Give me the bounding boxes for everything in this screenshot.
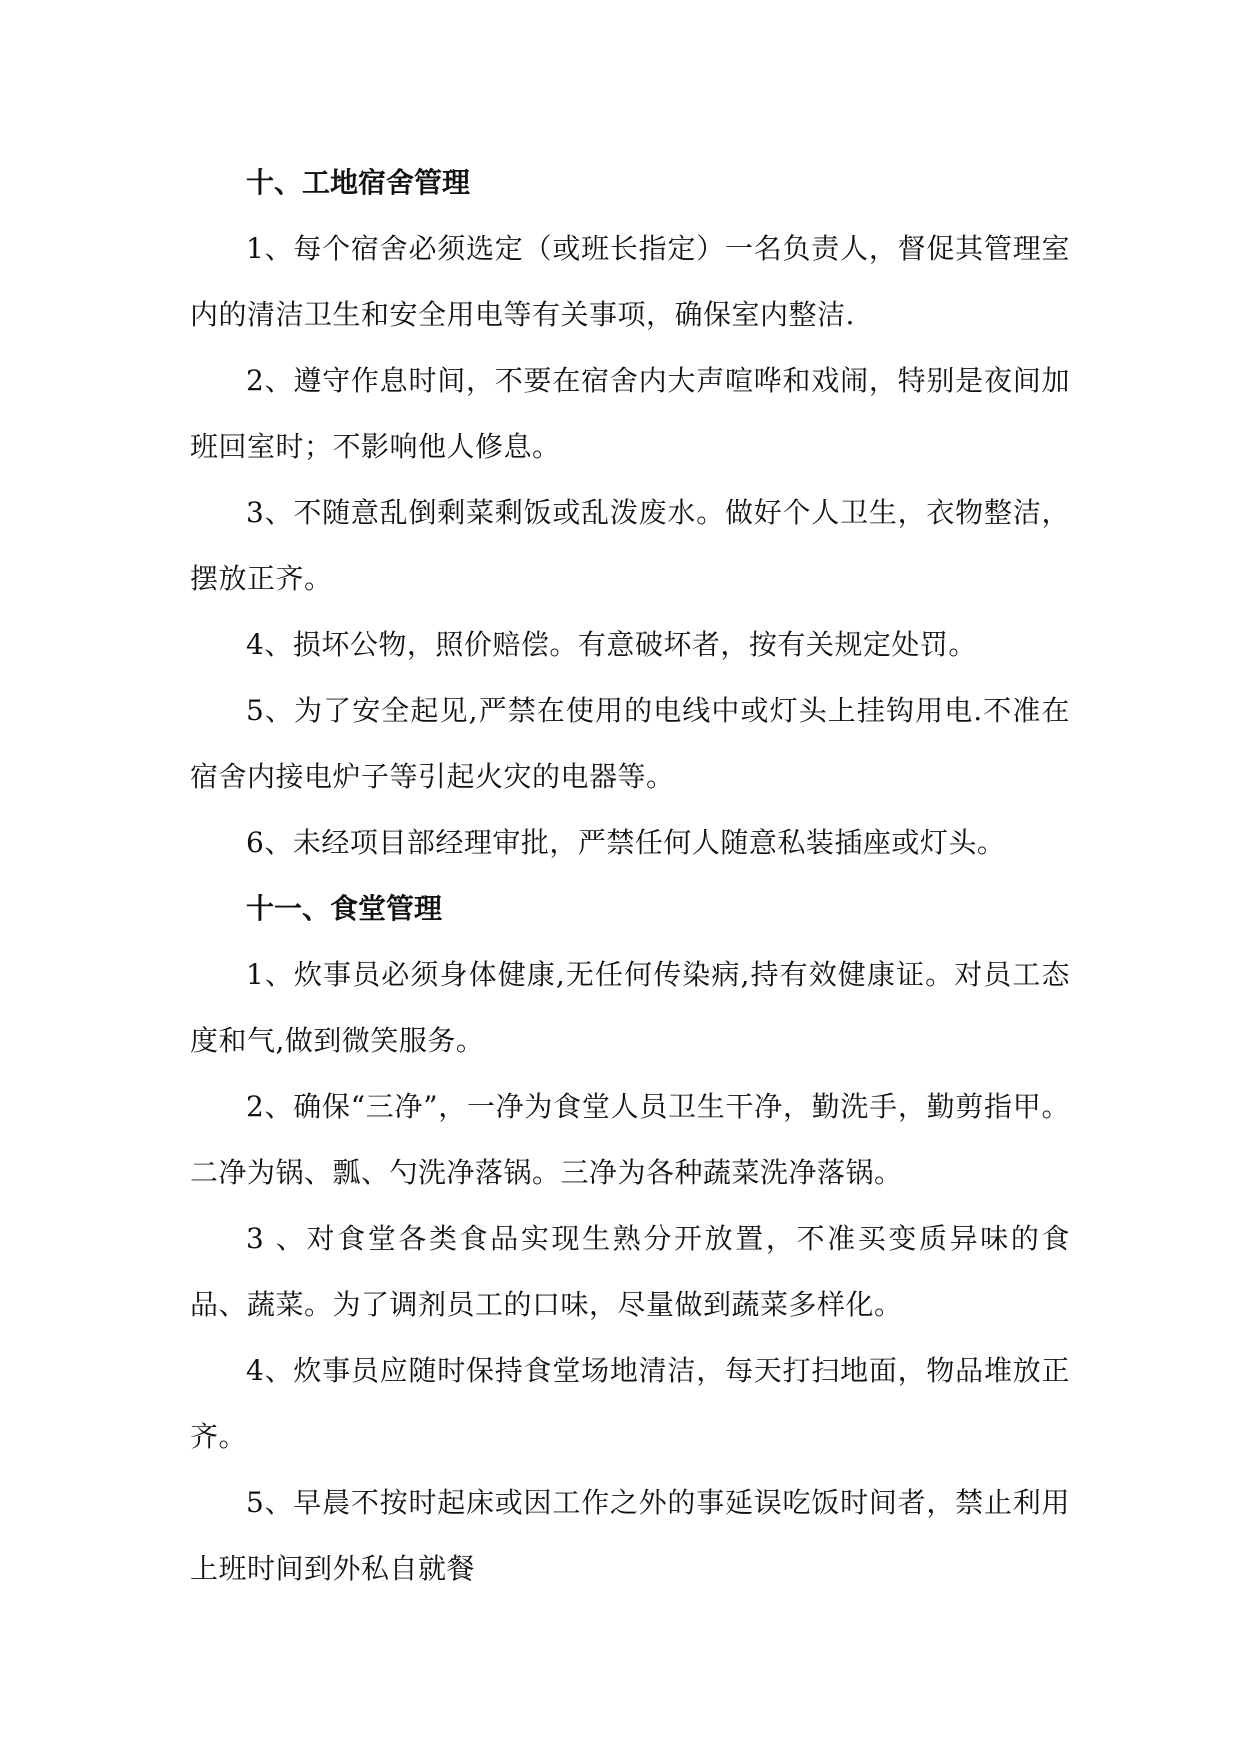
section-11-item-2: 2、确保“三净”，一净为食堂人员卫生干净，勤洗手，勤剪指甲。二净为锅、瓢、勺洗净落锅。三净为各种蔬菜洗净落锅。 [190,1090,1070,1189]
section-11-item-4: 4、炊事员应随时保持食堂场地清洁，每天打扫地面，物品堆放正齐。 [190,1354,1070,1453]
document-page [190,150,1070,1602]
section-10-item-2: 2、遵守作息时间，不要在宿舍内大声喧哗和戏闹，特别是夜间加班回室时；不影响他人修息。 [190,364,1070,463]
section-10-item-6: 6、未经项目部经理审批，严禁任何人随意私装插座或灯头。 [246,826,1006,859]
section-10-heading: 十、工地宿舍管理 [246,166,471,199]
section-11-item-1: 1、炊事员必须身体健康,无任何传染病,持有效健康证。对员工态度和气,做到微笑服务。 [190,958,1070,1057]
section-10-item-5: 5、为了安全起见,严禁在使用的电线中或灯头上挂钩用电.不准在宿舍内接电炉子等引起火灾的电器等。 [190,694,1070,793]
section-11-item-3: 3 、对食堂各类食品实现生熟分开放置，不准买变质异味的食品、蔬菜。为了调剂员工的口味，尽量做到蔬菜多样化。 [190,1222,1070,1321]
section-11-item-5: 5、早晨不按时起床或因工作之外的事延误吃饭时间者，禁止利用上班时间到外私自就餐 [190,1486,1070,1585]
section-10-item-4: 4、损坏公物，照价赔偿。有意破坏者，按有关规定处罚。 [246,628,977,661]
section-11-heading: 十一、食堂管理 [246,892,443,925]
section-10-item-1: 1、每个宿舍必须选定（或班长指定）一名负责人，督促其管理室内的清洁卫生和安全用电等有关事项，确保室内整洁. [190,232,1070,331]
section-10-item-3: 3、不随意乱倒剩菜剩饭或乱泼废水。做好个人卫生，衣物整洁，摆放正齐。 [190,496,1070,595]
